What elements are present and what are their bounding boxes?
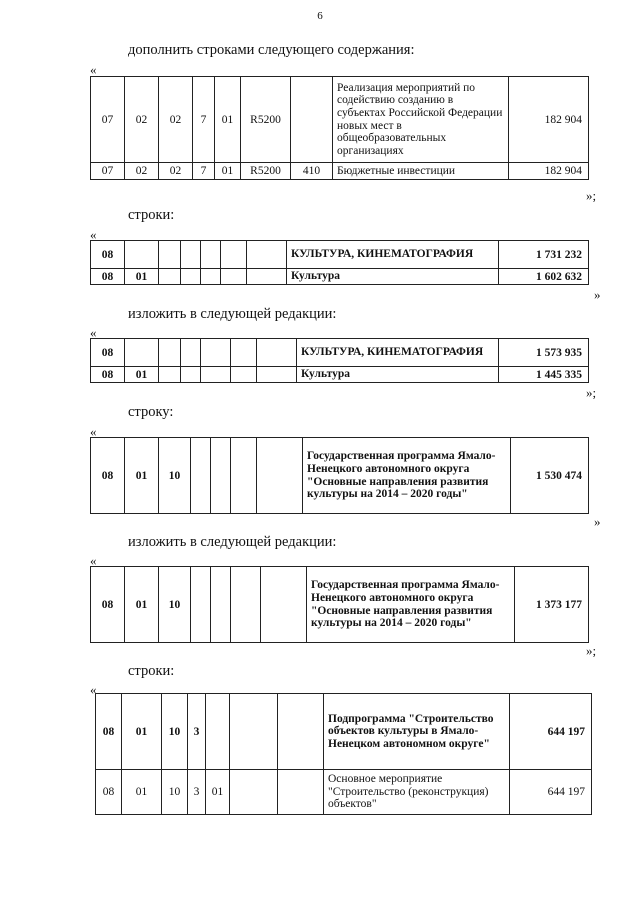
- code-cell: 02: [125, 163, 159, 180]
- code-cell: [181, 367, 201, 383]
- block-4-close-quote: »: [594, 514, 601, 529]
- code-cell: 07: [91, 77, 125, 163]
- code-cell: [257, 367, 297, 383]
- amount: 1 731 232: [499, 241, 589, 269]
- code-cell: [257, 438, 303, 514]
- amount: 182 904: [509, 163, 589, 180]
- code-cell: 410: [291, 163, 333, 180]
- code-cell: [159, 339, 181, 367]
- code-cell: [159, 241, 181, 269]
- block-1-intro: дополнить строками следующего содержания:: [128, 42, 415, 58]
- code-cell: [159, 269, 181, 285]
- block-6-intro: строки:: [128, 663, 175, 679]
- code-cell: [230, 770, 278, 815]
- table-row: [91, 269, 589, 285]
- code-cell: 02: [159, 163, 193, 180]
- amount: 1 573 935: [499, 339, 589, 367]
- code-cell: [231, 567, 261, 643]
- code-cell: 10: [159, 567, 191, 643]
- table-row: [91, 241, 589, 269]
- code-cell: [181, 241, 201, 269]
- code-cell: 08: [96, 694, 122, 770]
- code-cell: 01: [206, 770, 230, 815]
- code-cell: 3: [188, 694, 206, 770]
- code-cell: [247, 241, 287, 269]
- amount: 1 445 335: [499, 367, 589, 383]
- block-2-table: [90, 240, 589, 285]
- code-cell: [201, 367, 231, 383]
- code-cell: 01: [215, 77, 241, 163]
- item-name: Культура: [297, 367, 499, 383]
- code-cell: 01: [125, 367, 159, 383]
- block-4-open-quote: «: [90, 424, 97, 439]
- table-row: [96, 694, 592, 770]
- item-name: Реализация мероприятий по содействию созданию в субъектах Российской Федерации новых мест в общеобразовательных организациях: [333, 77, 509, 163]
- item-name: Государственная программа Ямало-Ненецкого автономного округа "Основные направления развития культуры на 2014 – 2020 годы": [303, 438, 511, 514]
- code-cell: 01: [122, 770, 162, 815]
- code-cell: 08: [96, 770, 122, 815]
- code-cell: [230, 694, 278, 770]
- block-4-intro: строку:: [128, 404, 174, 420]
- amount: 1 373 177: [515, 567, 589, 643]
- item-name: Бюджетные инвестиции: [333, 163, 509, 180]
- item-name: Государственная программа Ямало-Ненецкого автономного округа "Основные направления развития культуры на 2014 – 2020 годы": [307, 567, 515, 643]
- code-cell: [261, 567, 307, 643]
- table-row: [91, 163, 589, 180]
- code-cell: [201, 339, 231, 367]
- code-cell: 10: [159, 438, 191, 514]
- table-row: [91, 438, 589, 514]
- code-cell: 10: [162, 770, 188, 815]
- table-row: [91, 567, 589, 643]
- code-cell: [211, 438, 231, 514]
- code-cell: [221, 269, 247, 285]
- code-cell: [159, 367, 181, 383]
- code-cell: 08: [91, 269, 125, 285]
- item-name: Подпрограмма "Строительство объектов культуры в Ямало-Ненецком автономном округе": [324, 694, 510, 770]
- code-cell: [191, 567, 211, 643]
- amount: 1 530 474: [511, 438, 589, 514]
- item-name: Основное мероприятие "Строительство (реконструкция) объектов": [324, 770, 510, 815]
- code-cell: 3: [188, 770, 206, 815]
- code-cell: [231, 339, 257, 367]
- block-2-open-quote: «: [90, 227, 97, 242]
- code-cell: 10: [162, 694, 188, 770]
- code-cell: [221, 241, 247, 269]
- code-cell: [181, 339, 201, 367]
- code-cell: [211, 567, 231, 643]
- block-3-table: [90, 338, 589, 383]
- amount: 182 904: [509, 77, 589, 163]
- code-cell: 07: [91, 163, 125, 180]
- code-cell: 01: [215, 163, 241, 180]
- code-cell: 01: [125, 438, 159, 514]
- block-3-open-quote: «: [90, 325, 97, 340]
- code-cell: [247, 269, 287, 285]
- code-cell: 08: [91, 241, 125, 269]
- code-cell: R5200: [241, 77, 291, 163]
- code-cell: [231, 367, 257, 383]
- amount: 644 197: [510, 770, 592, 815]
- code-cell: 01: [122, 694, 162, 770]
- code-cell: [125, 339, 159, 367]
- code-cell: [206, 694, 230, 770]
- code-cell: 7: [193, 77, 215, 163]
- code-cell: [201, 269, 221, 285]
- page-number: 6: [317, 10, 323, 22]
- code-cell: [181, 269, 201, 285]
- block-3-close-quote: »;: [586, 385, 597, 400]
- code-cell: [257, 339, 297, 367]
- code-cell: 02: [125, 77, 159, 163]
- code-cell: [278, 770, 324, 815]
- code-cell: 08: [91, 339, 125, 367]
- table-row: [91, 339, 589, 367]
- code-cell: 08: [91, 367, 125, 383]
- table-row: [91, 77, 589, 163]
- code-cell: 08: [91, 438, 125, 514]
- block-5-open-quote: «: [90, 553, 97, 568]
- block-2-intro: строки:: [128, 207, 175, 223]
- code-cell: R5200: [241, 163, 291, 180]
- block-1-table: [90, 76, 589, 180]
- amount: 1 602 632: [499, 269, 589, 285]
- code-cell: 01: [125, 567, 159, 643]
- code-cell: 7: [193, 163, 215, 180]
- code-cell: 02: [159, 77, 193, 163]
- code-cell: [291, 77, 333, 163]
- block-1-open-quote: «: [90, 62, 97, 77]
- block-5-table: [90, 566, 589, 643]
- table-row: [96, 770, 592, 815]
- amount: 644 197: [510, 694, 592, 770]
- block-4-table: [90, 437, 589, 514]
- table-row: [91, 367, 589, 383]
- block-6-open-quote: «: [90, 682, 97, 697]
- block-3-intro: изложить в следующей редакции:: [128, 306, 337, 322]
- code-cell: [201, 241, 221, 269]
- item-name: Культура: [287, 269, 499, 285]
- code-cell: 08: [91, 567, 125, 643]
- block-5-intro: изложить в следующей редакции:: [128, 534, 337, 550]
- block-1-close-quote: »;: [586, 188, 597, 203]
- code-cell: [231, 438, 257, 514]
- block-2-close-quote: »: [594, 287, 601, 302]
- code-cell: 01: [125, 269, 159, 285]
- code-cell: [191, 438, 211, 514]
- item-name: КУЛЬТУРА, КИНЕМАТОГРАФИЯ: [297, 339, 499, 367]
- block-5-close-quote: »;: [586, 643, 597, 658]
- code-cell: [125, 241, 159, 269]
- code-cell: [278, 694, 324, 770]
- item-name: КУЛЬТУРА, КИНЕМАТОГРАФИЯ: [287, 241, 499, 269]
- block-6-table: [95, 693, 592, 815]
